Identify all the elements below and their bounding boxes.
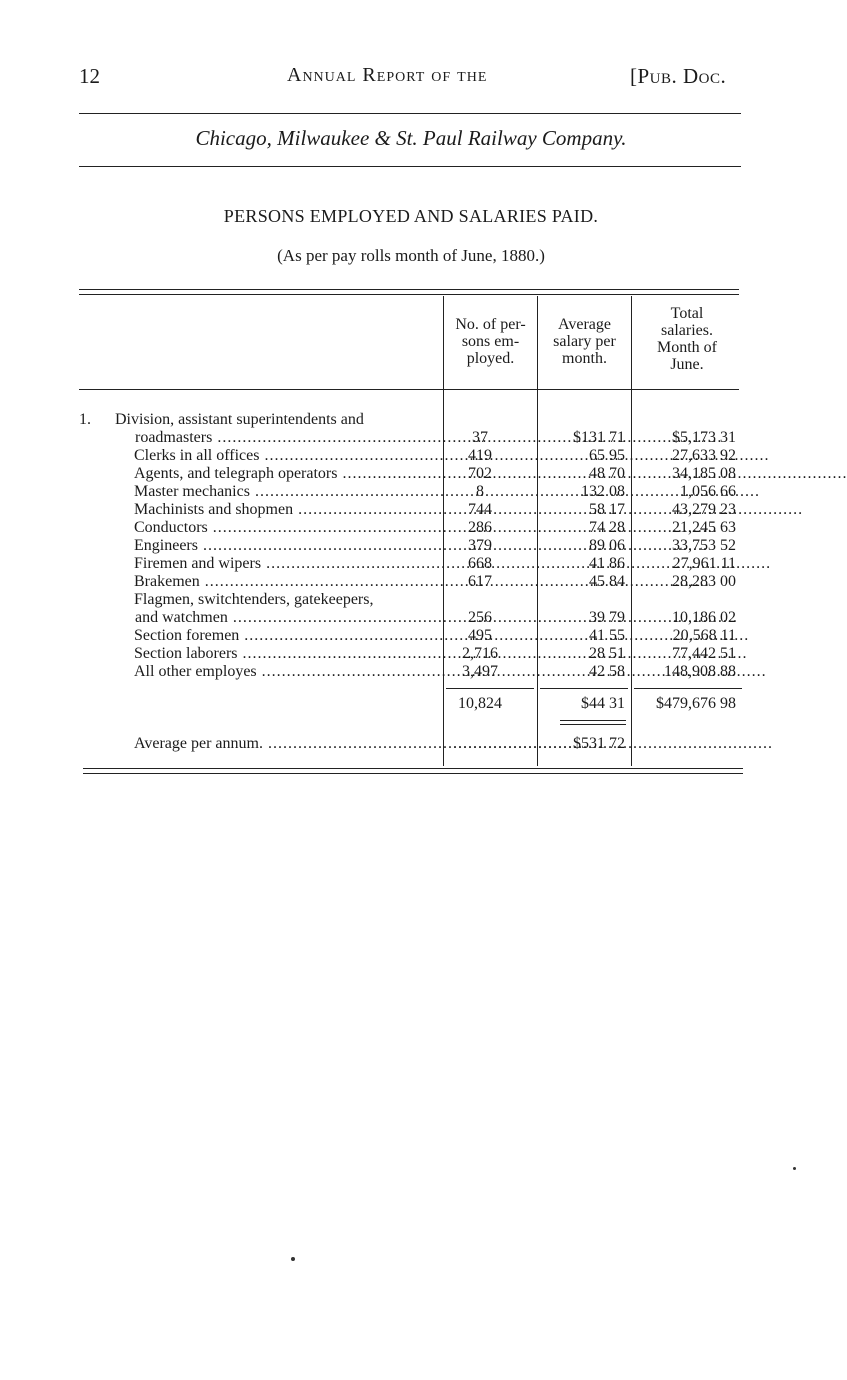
table-row: Machinists and shopmen ..... 744 58 17 43,279 23 <box>79 501 744 519</box>
table-row: Clerks in all offices ..... 419 65 95 27,633 92 <box>79 447 744 465</box>
page-number: 12 <box>79 64 100 88</box>
table-subheading: (As per pay rolls month of June, 1880.) <box>277 246 545 265</box>
company-title: Chicago, Milwaukee & St. Paul Railway Company. <box>195 126 627 150</box>
table-bottom-rule <box>83 768 743 769</box>
totals-row: 10,824 $44 31 $479,676 98 <box>458 695 736 712</box>
table-row: and watchmen ..... 256 39 79 10,186 02 <box>79 609 744 627</box>
column-header-total: Total salaries. Month of June. <box>657 305 717 373</box>
table-row: Flagmen, switchtenders, gatekeepers, <box>134 591 374 608</box>
table-heading: PERSONS EMPLOYED AND SALARIES PAID. <box>223 206 599 226</box>
table-row: All other employes ..... 3,497 42 58 148,908 88 <box>79 663 744 681</box>
average-double-rule <box>560 720 626 721</box>
table-top-rule-inner <box>79 294 739 295</box>
table-top-rule <box>79 289 739 290</box>
document-reference: [Pub. Doc. <box>630 64 727 88</box>
header-bottom-rule <box>79 389 739 390</box>
average-double-rule-inner <box>560 724 626 725</box>
column-header-persons: No. of per- sons em- ployed. <box>455 316 526 367</box>
table-row: Engineers ..... 379 89 06 33,753 52 <box>79 537 744 555</box>
column-header-average: Average salary per month. <box>553 316 616 367</box>
table-row: Conductors ..... 286 74 28 21,245 63 <box>79 519 744 537</box>
average-sum-rule <box>540 688 628 689</box>
table-row: Brakemen ..... 617 45 84 28,283 00 <box>79 573 744 591</box>
table-row: Section laborers ..... 2,716 28 51 77,442 51 <box>79 645 744 663</box>
total-sum-rule <box>634 688 742 689</box>
table-row: Section foremen ..... 495 41 55 20,568 11 <box>79 627 744 645</box>
paper-speck <box>291 1257 295 1261</box>
annual-average-row: Average per annum. ..... .......................... $531 72 <box>79 735 744 753</box>
table-row: roadmasters ..... 37 $131 71 $5,173 31 <box>79 429 744 447</box>
paper-speck <box>793 1167 796 1170</box>
table-row: 1. Division, assistant superintendents and <box>79 411 364 428</box>
company-rule <box>79 166 741 167</box>
leader-dots: .......................... <box>453 735 583 752</box>
table-row: Agents, and telegraph operators ..... 702 48 70 34,185 08 <box>79 465 744 483</box>
persons-sum-rule <box>446 688 534 689</box>
table-row: Firemen and wipers ..... 668 41 86 27,961 11 <box>79 555 744 573</box>
table-row: Master mechanics ..... 8 132 08 1,056 66 <box>79 483 744 501</box>
table-bottom-rule-outer <box>83 773 743 774</box>
running-title: Annual Report of the <box>287 64 488 86</box>
header-rule <box>79 113 741 114</box>
